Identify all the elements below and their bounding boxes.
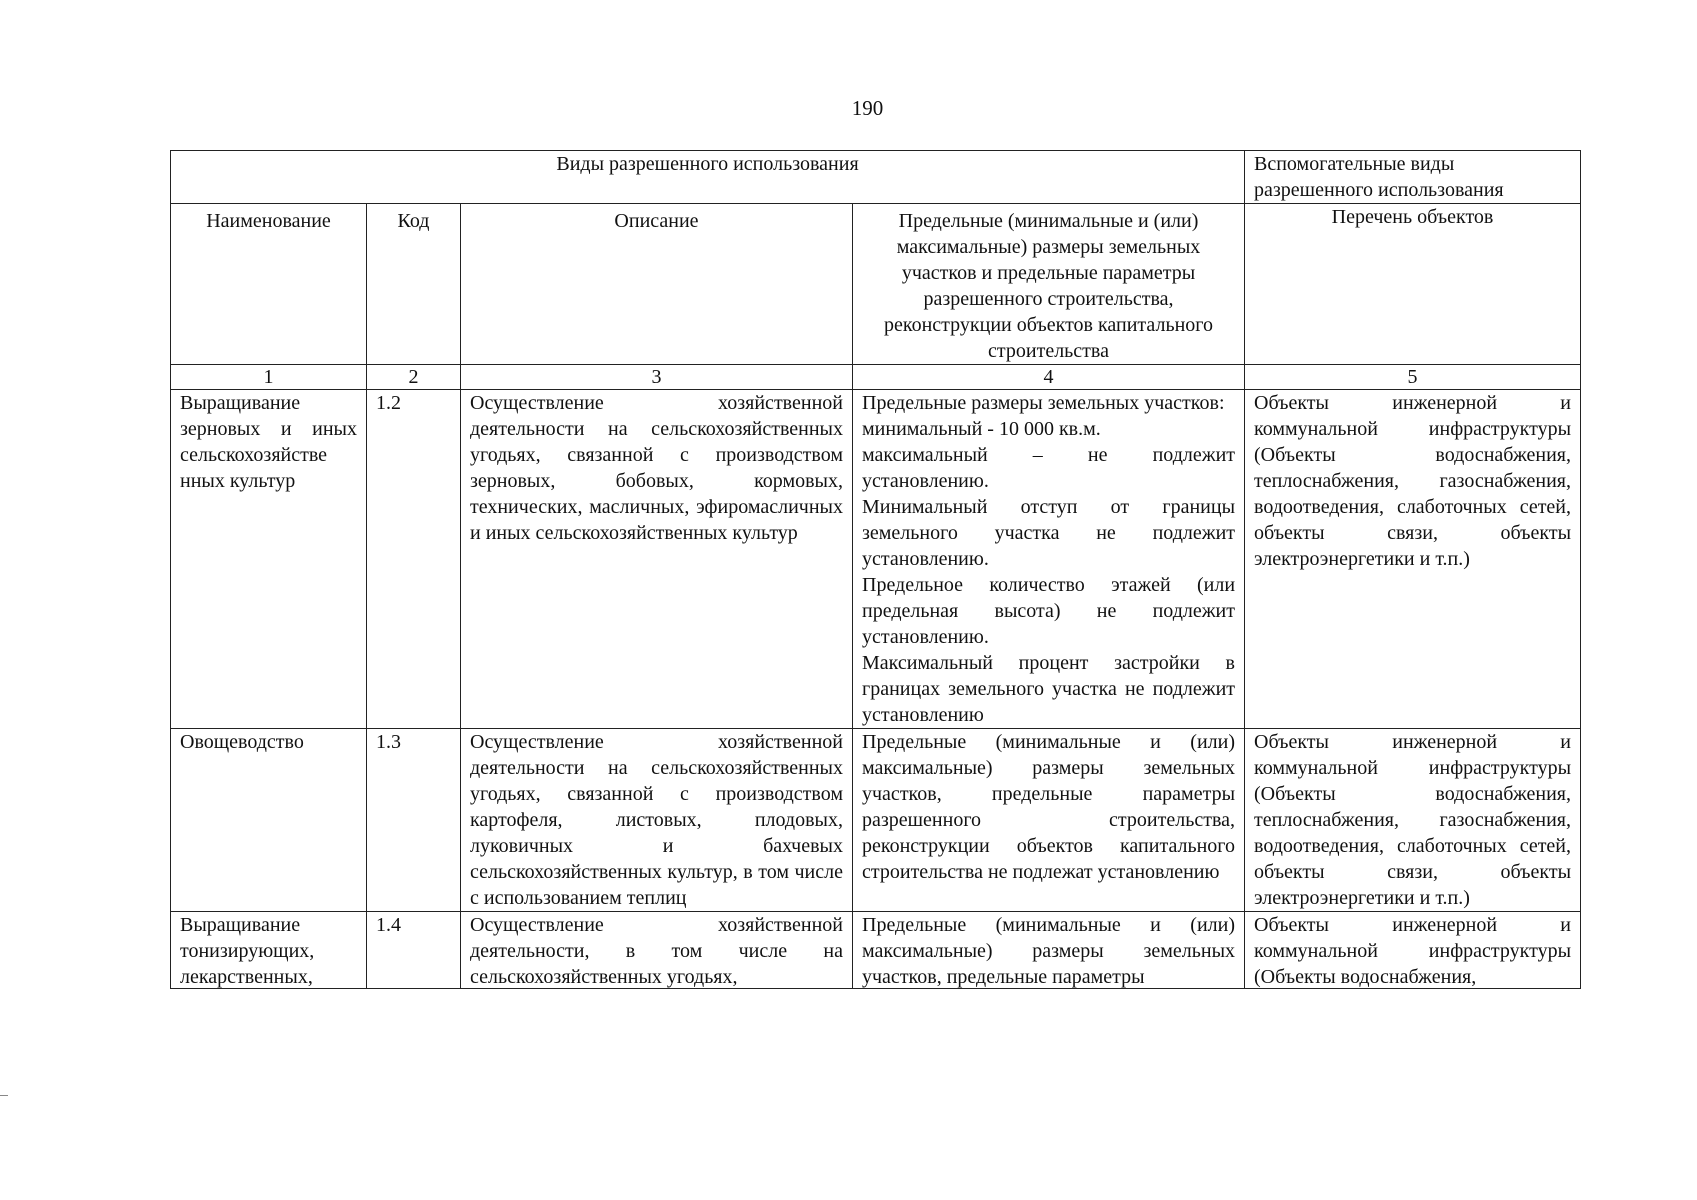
scan-margin-mark [0, 1095, 8, 1096]
row-objects-cell: Объекты инженерной и коммунальной инфраструктуры (Объекты водоснабжения, теплоснабжения, газоснабжения, водоотведения, слаботочных сетей, объекты связи, объекты электроэнергетики и т.п.) [1245, 729, 1581, 912]
table-header-group-row [171, 151, 1581, 204]
land-use-table [170, 150, 1581, 989]
row-name-text: Выращивание тонизирующих, лекарственных, [180, 914, 315, 988]
row-name-cell: Овощеводство [171, 729, 367, 912]
row-description-cell: Осуществление хозяйственной деятельности на сельскохозяйственных угодьях, связанной с производством зерновых, бобовых, кормовых, технических, масличных, эфиромасличных и иных сельскохозяйственных культур [461, 390, 853, 729]
group-title-cell: Виды разрешенного использования [171, 151, 1245, 204]
column-number-row [171, 365, 1581, 390]
page-number: 190 [851, 96, 884, 120]
column-header-code: Код [367, 204, 461, 365]
row-objects-text: Объекты инженерной и коммунальной инфраструктуры (Объекты водоснабжения, [1254, 914, 1572, 988]
aux-title-cell: Вспомогательные виды разрешенного использования [1245, 151, 1581, 204]
column-number: 1 [171, 365, 367, 390]
column-header-description: Описание [461, 204, 853, 365]
column-header-limits: Предельные (минимальные и (или) максимальные) размеры земельных участков и предельные параметры разрешенного строительства, реконструкции объектов капитального строительства [853, 204, 1245, 365]
column-number: 2 [367, 365, 461, 390]
table-row [171, 729, 1581, 912]
column-number: 3 [461, 365, 853, 390]
column-header-objects: Перечень объектов [1245, 204, 1581, 365]
limits-paragraph: Максимальный процент застройки в границах земельного участка не подлежит установлению [862, 652, 1236, 726]
table-row [171, 912, 1581, 989]
limits-paragraph: Предельные (минимальные и (или) максимальные) размеры земельных участков, предельные параметры разрешенного строительства, реконструкции объектов капитального строительства не подлежат установлению [862, 731, 1236, 883]
limits-paragraph: Предельные размеры земельных участков: [862, 392, 1225, 414]
limits-paragraph: максимальный – не подлежит установлению. [862, 444, 1236, 492]
row-code-cell: 1.3 [367, 729, 461, 912]
row-limits-cell [853, 912, 1245, 989]
row-code-cell: 1.2 [367, 390, 461, 729]
column-number: 5 [1245, 365, 1581, 390]
row-name-cell: Выращивание зерновых и иных сельскохозяйстве нных культур [171, 390, 367, 729]
row-code-text: 1.4 [376, 914, 401, 936]
row-code-cell [367, 912, 461, 989]
limits-paragraph: Минимальный отступ от границы земельного участка не подлежит установлению. [862, 496, 1236, 570]
limits-paragraph: минимальный - 10 000 кв.м. [862, 418, 1101, 440]
row-objects-cell: Объекты инженерной и коммунальной инфраструктуры (Объекты водоснабжения, теплоснабжения, газоснабжения, водоотведения, слаботочных сетей, объекты связи, объекты электроэнергетики и т.п.) [1245, 390, 1581, 729]
column-header-name: Наименование [171, 204, 367, 365]
row-objects-cell [1245, 912, 1581, 989]
column-number: 4 [853, 365, 1245, 390]
limits-paragraph: Предельное количество этажей (или предельная высота) не подлежит установлению. [862, 574, 1236, 648]
row-limits-cell [853, 729, 1245, 912]
limits-paragraph: Предельные (минимальные и (или) максимальные) размеры земельных участков, предельные параметры [862, 914, 1236, 988]
table-header-columns-row [171, 204, 1581, 365]
row-description-text: Осуществление хозяйственной деятельности, в том числе на сельскохозяйственных угодьях, [470, 914, 843, 988]
row-limits-cell [853, 390, 1245, 729]
row-description-cell [461, 912, 853, 989]
row-description-cell: Осуществление хозяйственной деятельности на сельскохозяйственных угодьях, связанной с производством картофеля, листовых, плодовых, луковичных и бахчевых сельскохозяйственных культур, в том числе с использованием теплиц [461, 729, 853, 912]
table-row [171, 390, 1581, 729]
row-name-cell [171, 912, 367, 989]
